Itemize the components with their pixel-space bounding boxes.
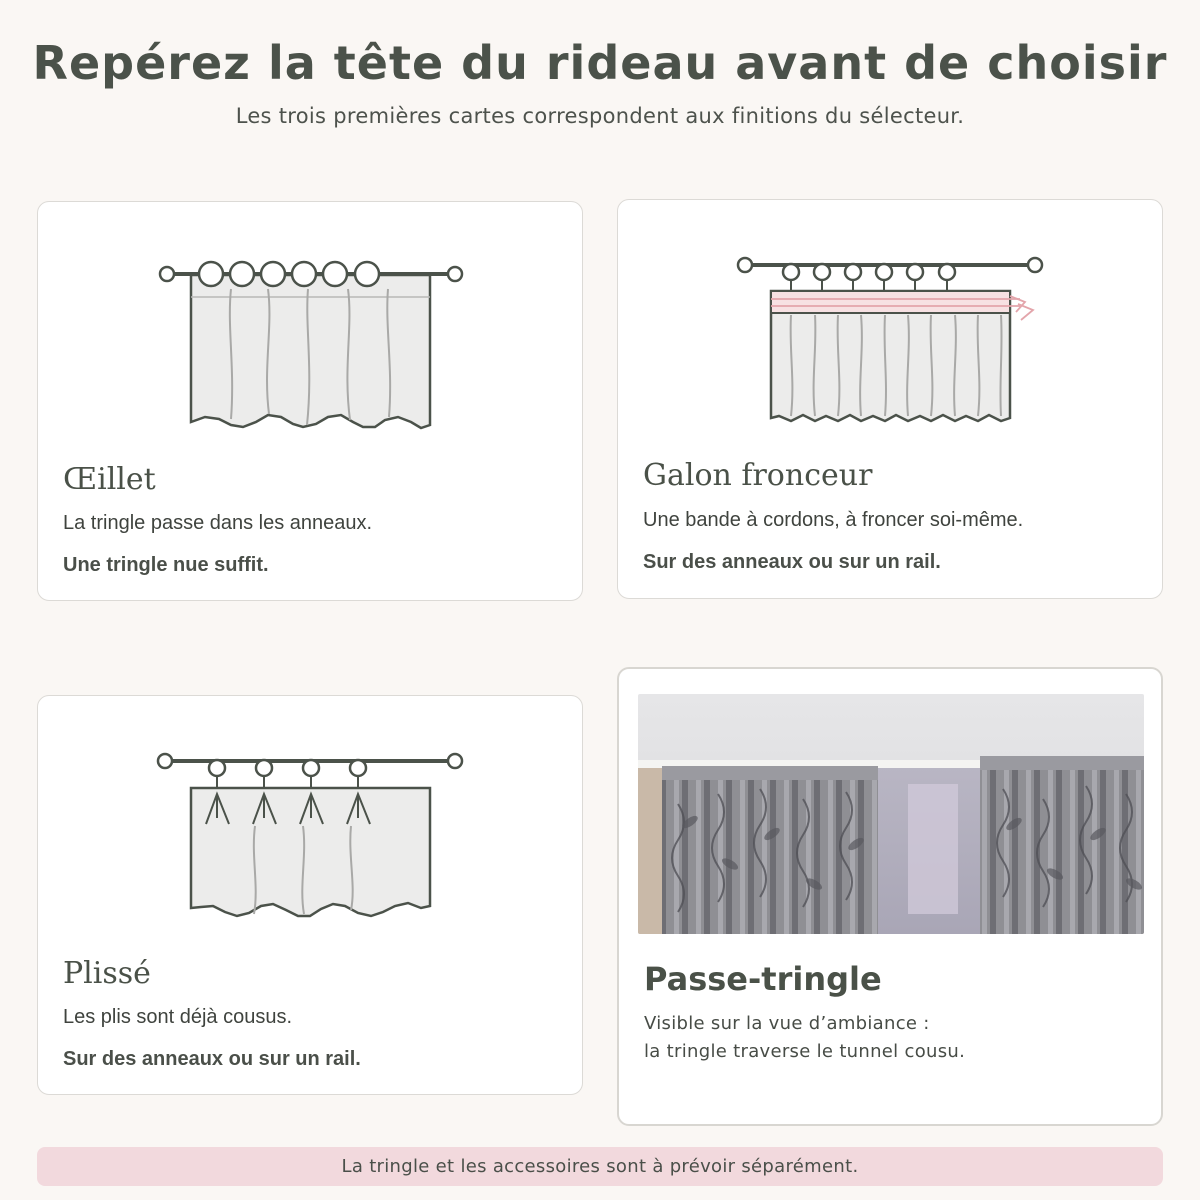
gathering-tape-curtain-icon: [733, 250, 1053, 430]
card-gathering-tape: [617, 199, 1163, 599]
card-note: Sur des anneaux ou sur un rail.: [643, 551, 941, 573]
page-subtitle: Les trois premières cartes correspondent aux finitions du sélecteur.: [235, 104, 965, 128]
card-description: Les plis sont déjà cousus.: [63, 1006, 293, 1028]
card-description-line: Visible sur la vue d’ambiance :: [644, 1013, 930, 1034]
card-description-line: la tringle traverse le tunnel cousu.: [644, 1041, 966, 1062]
card-title: Passe-tringle: [644, 960, 882, 998]
eyelet-curtain-icon: [153, 257, 473, 437]
card-title: Galon fronceur: [643, 458, 873, 493]
pleated-curtain-icon: [153, 746, 473, 926]
card-pleated: [37, 695, 583, 1095]
card-eyelet: [37, 201, 583, 601]
page-title: Repérez la tête du rideau avant de choisir: [32, 36, 1168, 90]
card-description: La tringle passe dans les anneaux.: [63, 512, 373, 534]
card-description: Une bande à cordons, à froncer soi-même.: [643, 509, 1024, 531]
card-description: [644, 1010, 1124, 1066]
rod-pocket-curtain-photo: [638, 694, 1144, 934]
card-note: Sur des anneaux ou sur un rail.: [63, 1048, 361, 1070]
card-note: Une tringle nue suffit.: [63, 554, 269, 576]
card-rod-pocket: [617, 667, 1163, 1126]
footer-notice: La tringle et les accessoires sont à prévoir séparément.: [37, 1147, 1163, 1186]
card-title: Plissé: [63, 956, 151, 991]
card-title: Œillet: [63, 462, 156, 497]
